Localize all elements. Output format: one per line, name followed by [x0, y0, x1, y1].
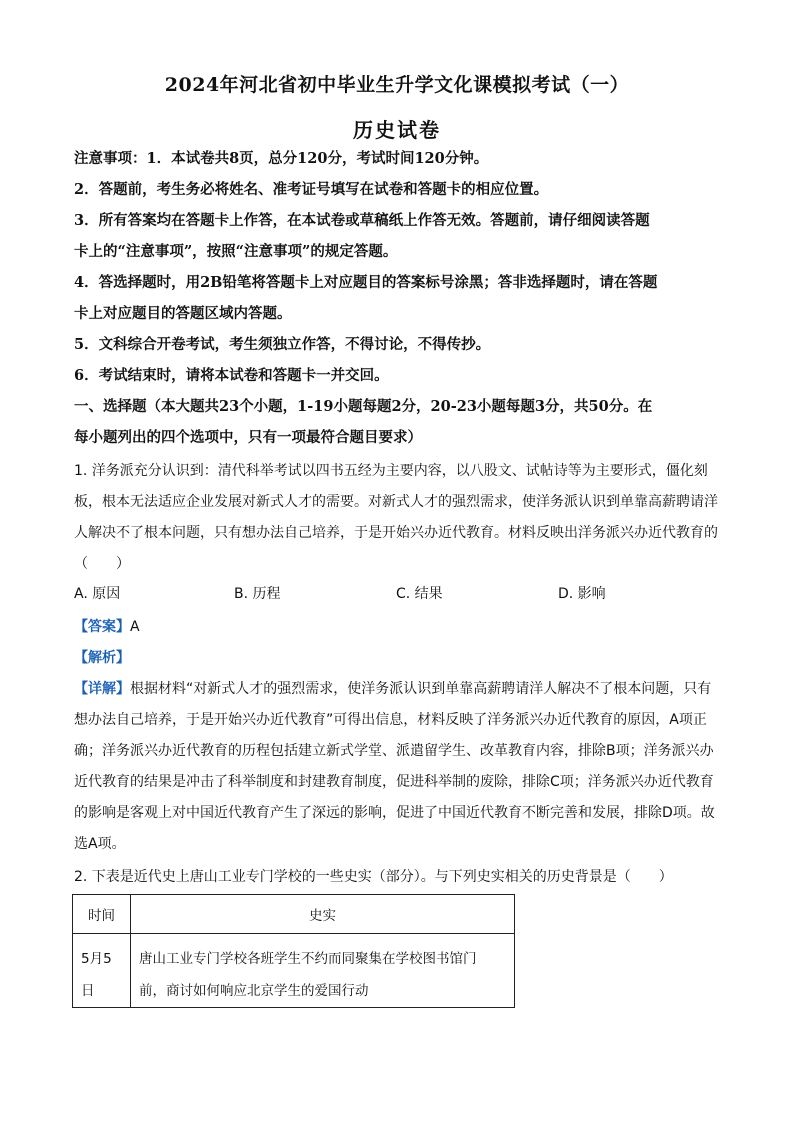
question-line: 人解决不了根本问题，只有想办法自己培养，于是开始兴办近代教育。材料反映出洋务派兴办近代教育的 — [74, 525, 718, 541]
option-c: C. 结果 — [396, 586, 443, 602]
table-header-fact: 史实 — [309, 908, 336, 924]
exam-subtitle: 历史试卷 — [353, 118, 441, 142]
detail-section — [74, 674, 726, 860]
history-table — [72, 894, 515, 1008]
question-line: 2. 下表是近代史上唐山工业专门学校的一些史实（部分）。与下列史实相关的历史背景是（ ） — [74, 869, 673, 885]
answer-value: A — [130, 619, 140, 635]
detail-line: 确；洋务派兴办近代教育的历程包括建立新式学堂、派遣留学生、改革教育内容，排除B项；洋务派兴办 — [74, 743, 714, 759]
question-2-stem — [74, 862, 726, 893]
notices-section — [74, 143, 724, 453]
detail-line: 根据材料“对新式人才的强烈需求，使洋务派认识到单靠高薪聘请洋人解决不了根本问题，只有 — [130, 681, 712, 697]
notice-line: 5．文科综合开卷考试，考生须独立作答，不得讨论，不得传抄。 — [74, 336, 491, 353]
section-heading: 每小题列出的四个选项中，只有一项最符合题目要求） — [74, 429, 422, 446]
notice-line: 2．答题前，考生务必将姓名、准考证号填写在试卷和答题卡的相应位置。 — [74, 181, 549, 198]
table-cell-time: 5月5 日 — [81, 951, 112, 999]
notice-line: 注意事项：1．本试卷共8页，总分120分，考试时间120分钟。 — [74, 150, 489, 167]
detail-line: 近代教育的结果是冲击了科举制度和封建教育制度，促进科举制的废除，排除C项；洋务派兴办近代教育 — [74, 774, 714, 790]
option-b: B. 历程 — [234, 586, 281, 602]
answer-tag: 【答案】 — [74, 619, 130, 635]
table-cell-fact: 唐山工业专门学校各班学生不约而同聚集在学校图书馆门 前，商讨如何响应北京学生的爱国行动 — [139, 951, 477, 999]
detail-tag: 【详解】 — [74, 681, 130, 697]
exam-title: 2024年河北省初中毕业生升学文化课模拟考试（一） — [164, 74, 630, 96]
notice-line: 3．所有答案均在答题卡上作答，在本试卷或草稿纸上作答无效。答题前，请仔细阅读答题 — [74, 212, 650, 229]
detail-line: 的影响是客观上对中国近代教育产生了深远的影响，促进了中国近代教育不断完善和发展，排除D项。故 — [74, 805, 715, 821]
section-heading: 一、选择题（本大题共23个小题，1-19小题每题2分，20-23小题每题3分，共50分。在 — [74, 398, 653, 415]
notice-line: 4．答选择题时，用2B铅笔将答题卡上对应题目的答案标号涂黑；答非选择题时，请在答题 — [74, 274, 658, 291]
question-1-stem — [74, 456, 726, 580]
analysis-tag: 【解析】 — [74, 650, 130, 666]
option-a: A. 原因 — [74, 586, 121, 602]
question-line: （ ） — [74, 556, 130, 572]
question-1-options — [74, 583, 714, 611]
detail-line: 选A项。 — [74, 836, 126, 852]
notice-line: 卡上对应题目的答题区域内答题。 — [74, 305, 292, 322]
option-d: D. 影响 — [558, 586, 606, 602]
answer-row — [74, 612, 726, 674]
table-header-time: 时间 — [88, 908, 115, 924]
detail-line: 想办法自己培养，于是开始兴办近代教育”可得出信息，材料反映了洋务派兴办近代教育的原因，A项正 — [74, 712, 707, 728]
question-line: 1. 洋务派充分认识到：清代科举考试以四书五经为主要内容，以八股文、试帖诗等为主要形式，僵化刻 — [74, 463, 708, 479]
notice-line: 卡上的“注意事项”，按照“注意事项”的规定答题。 — [74, 243, 398, 260]
question-line: 板，根本无法适应企业发展对新式人才的需要。对新式人才的强烈需求，使洋务派认识到单靠高薪聘请洋 — [74, 494, 718, 510]
notice-line: 6．考试结束时，请将本试卷和答题卡一并交回。 — [74, 367, 389, 384]
